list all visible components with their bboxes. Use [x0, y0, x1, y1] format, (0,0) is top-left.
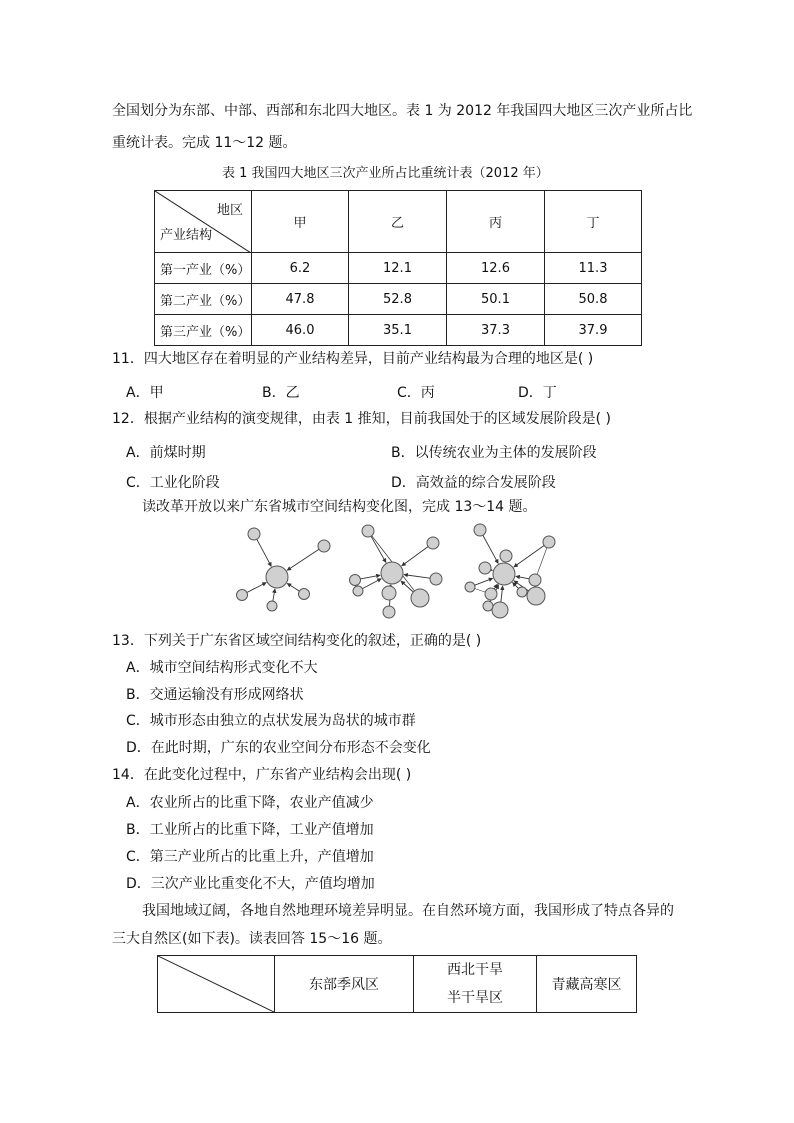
city-node: [350, 575, 361, 586]
city-node: [479, 562, 491, 574]
table-row: [155, 284, 642, 315]
col-header-jia: 甲: [252, 191, 349, 253]
q12-option-b: B．以传统农业为主体的发展阶段: [391, 445, 597, 461]
city-node: [353, 586, 363, 596]
table-cell: 35.1: [349, 315, 447, 346]
table-cell: 11.3: [545, 253, 642, 284]
col-header-northwest-line1: 西北干旱: [447, 962, 503, 978]
col-header-northwest-line2: 半干旱区: [447, 990, 503, 1006]
city-node: [492, 602, 508, 618]
table-cell: 50.8: [545, 284, 642, 315]
city-node: [383, 606, 395, 618]
city-node: [483, 601, 493, 611]
city-node: [237, 590, 248, 601]
corner-label-region: 地区: [216, 203, 243, 218]
q11-option-d: D．丁: [518, 385, 557, 401]
q11-stem: 11．四大地区存在着明显的产业结构差异，目前产业结构最为合理的地区是( ): [112, 351, 594, 367]
flow-arrow: [514, 545, 544, 567]
city-node: [517, 587, 527, 597]
city-node: [267, 601, 277, 611]
stage-2-diagram: [350, 525, 443, 618]
q14-option-b: B．工业所占的比重下降，工业产值增加: [126, 822, 374, 838]
flow-arrow: [483, 535, 498, 563]
intro2: 读改革开放以来广东省城市空间结构变化图，完成 13～14 题。: [142, 499, 537, 515]
city-node: [529, 574, 541, 586]
intro-line-1: 全国划分为东部、中部、西部和东北四大地区。表 1 为 2012 年我国四大地区三次产业所占比: [112, 103, 693, 119]
table-row: [155, 315, 642, 346]
q13-option-a: A．城市空间结构形式变化不大: [126, 660, 318, 676]
table1-caption: 表 1 我国四大地区三次产业所占比重统计表（2012 年）: [222, 166, 549, 181]
q14-option-c: C．第三产业所占的比重上升，产值增加: [126, 849, 374, 865]
city-node: [500, 550, 512, 562]
flow-arrow: [273, 589, 275, 601]
table1-corner-cell: [155, 191, 252, 253]
q12-option-a: A．前煤时期: [126, 445, 206, 461]
city-node: [485, 588, 497, 600]
city-node: [382, 586, 396, 600]
diagonal-line: [158, 956, 274, 1012]
city-node: [299, 589, 310, 600]
flow-arrow: [257, 539, 272, 566]
city-node: [362, 525, 374, 537]
flow-arrow: [362, 579, 381, 589]
table-cell: 47.8: [252, 284, 349, 315]
table1: [154, 190, 642, 346]
city-node: [474, 524, 486, 536]
table-cell: 52.8: [349, 284, 447, 315]
flow-arrow: [371, 536, 386, 562]
stage-3-diagram: [465, 524, 555, 618]
city-node: [543, 536, 555, 548]
table2-corner-cell: [158, 956, 275, 1013]
city-node: [318, 540, 330, 552]
flow-arrow: [402, 547, 428, 566]
row-label: 第三产业（%）: [155, 315, 252, 346]
city-node: [430, 573, 442, 585]
col-header-qinghai-tibet: 青藏高寒区: [537, 956, 637, 1013]
flow-arrow: [475, 578, 493, 585]
flow-arrow: [287, 583, 299, 591]
q13-stem: 13．下列关于广东省区域空间结构变化的叙述，正确的是( ): [112, 633, 482, 649]
table2: [157, 955, 637, 1013]
central-city-node: [266, 566, 288, 588]
row-label: 第一产业（%）: [155, 253, 252, 284]
table-cell: 6.2: [252, 253, 349, 284]
col-header-northwest-arid: [414, 956, 537, 1013]
city-node: [465, 582, 475, 592]
flow-arrow: [404, 575, 430, 579]
city-node: [411, 589, 429, 607]
q13-option-b: B．交通运输没有形成网络状: [126, 687, 304, 703]
stage-1-diagram: [237, 528, 331, 611]
intro-line-2: 重统计表。完成 11～12 题。: [112, 135, 297, 151]
table-cell: 12.1: [349, 253, 447, 284]
flow-arrow: [247, 582, 266, 592]
central-city-node: [493, 563, 515, 585]
q14-option-a: A．农业所占的比重下降，农业产值减少: [126, 795, 374, 811]
col-header-ding: 丁: [545, 191, 642, 253]
col-header-yi: 乙: [349, 191, 447, 253]
intro3-line-1: 我国地域辽阔，各地自然地理环境差异明显。在自然环境方面，我国形成了特点各异的: [142, 903, 674, 919]
city-node: [427, 537, 439, 549]
q12-option-d: D．高效益的综合发展阶段: [391, 475, 556, 491]
q12-stem: 12．根据产业结构的演变规律，由表 1 推知，目前我国处于的区域发展阶段是( ): [112, 411, 611, 427]
q11-option-a: A．甲: [126, 385, 164, 401]
table-cell: 37.9: [545, 315, 642, 346]
q12-option-c: C．工业化阶段: [126, 475, 220, 491]
table-cell: 50.1: [447, 284, 545, 315]
city-structure-diagram: [232, 522, 562, 622]
central-city-node: [381, 562, 403, 584]
flow-arrow: [287, 549, 319, 570]
intro3-line-2: 三大自然区(如下表)。读表回答 15～16 题。: [112, 931, 392, 947]
flow-arrow: [516, 576, 529, 579]
city-node: [527, 587, 545, 605]
flow-arrow: [360, 575, 380, 579]
table-row: [155, 253, 642, 284]
table-cell: 12.6: [447, 253, 545, 284]
q13-option-c: C．城市形态由独立的点状发展为岛状的城市群: [126, 713, 416, 729]
q14-option-d: D．三次产业比重变化不大，产值均增加: [126, 876, 375, 892]
q14-stem: 14．在此变化过程中，广东省产业结构会出现( ): [112, 767, 412, 783]
table-cell: 46.0: [252, 315, 349, 346]
col-header-bing: 丙: [447, 191, 545, 253]
city-node: [248, 528, 260, 540]
q11-option-b: B．乙: [262, 385, 300, 401]
row-label: 第二产业（%）: [155, 284, 252, 315]
col-header-east-monsoon: 东部季风区: [275, 956, 414, 1013]
q11-option-c: C．丙: [397, 385, 435, 401]
flow-arrow: [501, 586, 503, 602]
table-cell: 37.3: [447, 315, 545, 346]
corner-label-structure: 产业结构: [160, 228, 213, 243]
q13-option-d: D．在此时期，广东的农业空间分布形态不会变化: [126, 740, 431, 756]
